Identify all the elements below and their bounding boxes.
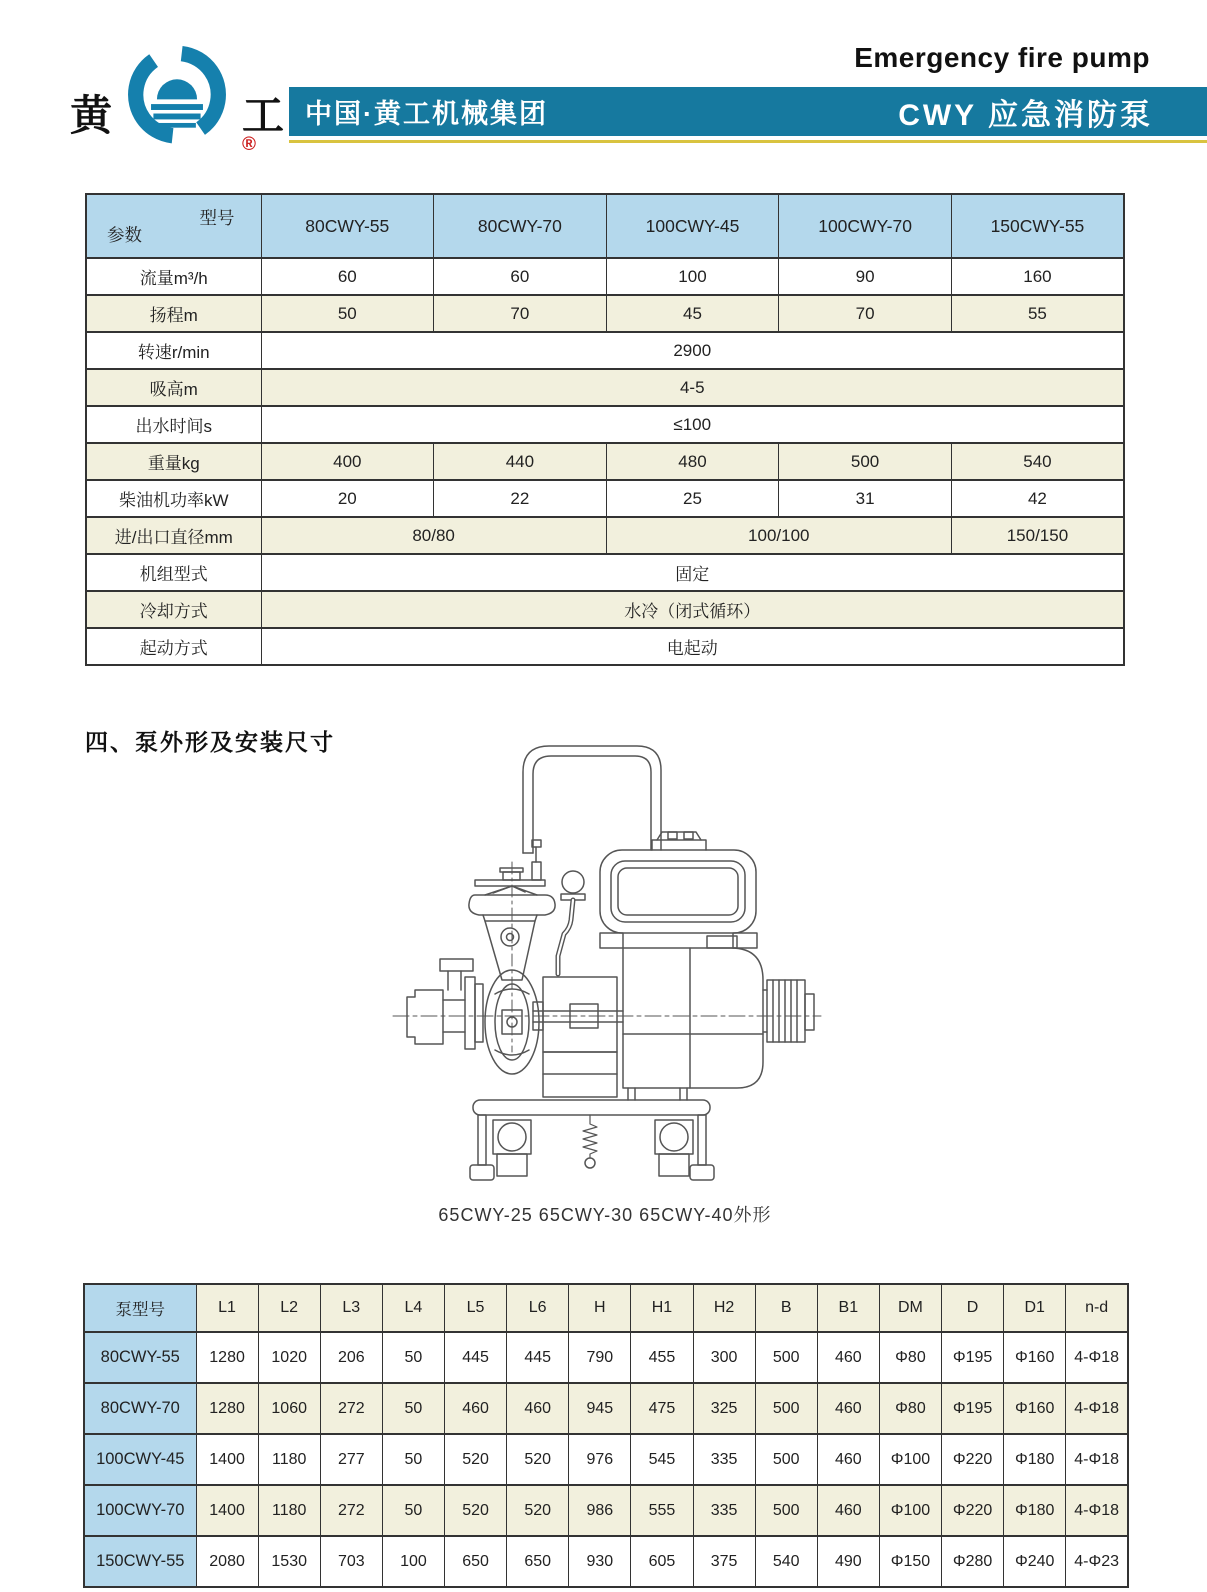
dim-value-cell: Φ240	[1004, 1536, 1066, 1587]
engine-block	[623, 936, 763, 1100]
section-title: 四、泵外形及安装尺寸	[85, 729, 335, 755]
dim-value-cell: 976	[569, 1434, 631, 1485]
dim-value-cell: 50	[382, 1485, 444, 1536]
page-title-cn: CWY 应急消防泵	[898, 98, 1153, 132]
spec-row	[86, 591, 1124, 628]
dim-column-header: B	[755, 1284, 817, 1332]
spec-row	[86, 517, 1124, 554]
spec-row	[86, 295, 1124, 332]
logo-char-left: 黄	[70, 92, 113, 139]
spec-value-cell: 70	[434, 295, 607, 332]
logo-char-right: 工	[242, 92, 285, 139]
dim-value-cell: Φ195	[942, 1332, 1004, 1383]
spec-row-label: 扬程m	[86, 295, 261, 332]
dim-value-cell: 703	[320, 1536, 382, 1587]
dim-value-cell: 335	[693, 1485, 755, 1536]
dim-column-header: L6	[507, 1284, 569, 1332]
dim-column-header: B1	[817, 1284, 879, 1332]
spec-row	[86, 369, 1124, 406]
dim-value-cell: 4-Φ18	[1066, 1383, 1128, 1434]
dim-value-cell: 540	[755, 1536, 817, 1587]
spec-row	[86, 406, 1124, 443]
dim-value-cell: 4-Φ18	[1066, 1485, 1128, 1536]
spec-value-cell: 50	[261, 295, 434, 332]
spec-value-cell: 90	[779, 258, 952, 295]
spec-value-cell: 100	[606, 258, 779, 295]
dim-value-cell: 500	[755, 1485, 817, 1536]
spec-value-cell: 42	[951, 480, 1124, 517]
dim-column-header: D1	[1004, 1284, 1066, 1332]
spec-value-cell: 60	[261, 258, 434, 295]
pump-model-cell: 80CWY-70	[84, 1383, 196, 1434]
handle	[523, 746, 661, 853]
corner-label-param: 参数	[107, 225, 142, 245]
spec-table	[85, 193, 1125, 666]
pump-model-cell: 150CWY-55	[84, 1536, 196, 1587]
dim-column-header: 泵型号	[84, 1284, 196, 1332]
dim-value-cell: 945	[569, 1383, 631, 1434]
dim-value-cell: 300	[693, 1332, 755, 1383]
dim-value-cell: 1400	[196, 1434, 258, 1485]
dim-value-cell: 520	[507, 1485, 569, 1536]
spec-row-label: 吸高m	[86, 369, 261, 406]
dim-value-cell: 1020	[258, 1332, 320, 1383]
dim-value-cell: 2080	[196, 1536, 258, 1587]
spec-row-label: 进/出口直径mm	[86, 517, 261, 554]
spec-value-cell: 500	[779, 443, 952, 480]
dim-value-cell: 500	[755, 1383, 817, 1434]
dim-value-cell: 277	[320, 1434, 382, 1485]
dim-value-cell: 475	[631, 1383, 693, 1434]
dim-value-cell: 1060	[258, 1383, 320, 1434]
dim-value-cell: 4-Φ18	[1066, 1434, 1128, 1485]
dim-value-cell: 375	[693, 1536, 755, 1587]
dim-header-row	[84, 1284, 1128, 1332]
spec-value-cell: 2900	[261, 332, 1124, 369]
dim-value-cell: 1400	[196, 1485, 258, 1536]
dim-value-cell: 555	[631, 1485, 693, 1536]
spec-row	[86, 443, 1124, 480]
dim-value-cell: 460	[817, 1485, 879, 1536]
spec-value-cell: 电起动	[261, 628, 1124, 665]
dim-column-header: H2	[693, 1284, 755, 1332]
dim-value-cell: Φ100	[879, 1485, 941, 1536]
dim-value-cell: Φ220	[942, 1485, 1004, 1536]
dim-value-cell: 650	[507, 1536, 569, 1587]
dim-value-cell: 1180	[258, 1434, 320, 1485]
brand-ring-icon	[118, 38, 236, 156]
spec-row-label: 冷却方式	[86, 591, 261, 628]
header-banner	[289, 87, 1207, 136]
spec-row-label: 起动方式	[86, 628, 261, 665]
dim-value-cell: Φ180	[1004, 1485, 1066, 1536]
spec-value-cell: 480	[606, 443, 779, 480]
model-column-header: 100CWY-70	[779, 194, 952, 258]
dim-value-cell: 500	[755, 1434, 817, 1485]
corner-label-model: 型号	[199, 208, 235, 228]
dim-value-cell: 545	[631, 1434, 693, 1485]
dim-row	[84, 1485, 1128, 1536]
dim-value-cell: Φ80	[879, 1332, 941, 1383]
dim-value-cell: 460	[817, 1332, 879, 1383]
spec-value-cell: 440	[434, 443, 607, 480]
model-column-header: 150CWY-55	[951, 194, 1124, 258]
dim-value-cell: Φ180	[1004, 1434, 1066, 1485]
dim-column-header: H	[569, 1284, 631, 1332]
dim-value-cell: 460	[817, 1383, 879, 1434]
pump-model-cell: 100CWY-45	[84, 1434, 196, 1485]
dim-value-cell: 490	[817, 1536, 879, 1587]
dim-row	[84, 1332, 1128, 1383]
dim-column-header: L4	[382, 1284, 444, 1332]
spec-row-label: 流量m³/h	[86, 258, 261, 295]
spec-value-cell: 540	[951, 443, 1124, 480]
dim-value-cell: Φ160	[1004, 1383, 1066, 1434]
dim-row	[84, 1434, 1128, 1485]
dim-value-cell: 460	[507, 1383, 569, 1434]
dim-row	[84, 1536, 1128, 1587]
pump-model-cell: 80CWY-55	[84, 1332, 196, 1383]
spec-value-cell: 25	[606, 480, 779, 517]
spec-row-label: 柴油机功率kW	[86, 480, 261, 517]
dim-value-cell: 206	[320, 1332, 382, 1383]
dim-column-header: L1	[196, 1284, 258, 1332]
spec-row	[86, 554, 1124, 591]
spec-value-cell: 4-5	[261, 369, 1124, 406]
dim-column-header: L5	[445, 1284, 507, 1332]
spec-value-cell: 31	[779, 480, 952, 517]
spec-value-cell: 80/80	[261, 517, 606, 554]
dim-value-cell: 455	[631, 1332, 693, 1383]
spec-value-cell: 160	[951, 258, 1124, 295]
dim-value-cell: 605	[631, 1536, 693, 1587]
spec-value-cell: 150/150	[951, 517, 1124, 554]
spec-value-cell: ≤100	[261, 406, 1124, 443]
dim-value-cell: 930	[569, 1536, 631, 1587]
spec-value-cell: 22	[434, 480, 607, 517]
model-column-header: 80CWY-70	[434, 194, 607, 258]
priming-pump	[440, 959, 473, 990]
drawing-caption: 65CWY-25 65CWY-30 65CWY-40外形	[438, 1205, 772, 1225]
control-lever	[558, 871, 585, 974]
dim-value-cell: 1530	[258, 1536, 320, 1587]
dim-column-header: D	[942, 1284, 1004, 1332]
spec-row-label: 出水时间s	[86, 406, 261, 443]
company-name: 中国·黄工机械集团	[305, 99, 548, 129]
spec-row	[86, 480, 1124, 517]
model-column-header: 80CWY-55	[261, 194, 434, 258]
dim-column-header: H1	[631, 1284, 693, 1332]
spec-value-cell: 20	[261, 480, 434, 517]
dimensions-table	[83, 1283, 1129, 1588]
company-logo	[70, 38, 284, 156]
dim-value-cell: 520	[445, 1485, 507, 1536]
dim-column-header: L3	[320, 1284, 382, 1332]
model-column-header: 100CWY-45	[606, 194, 779, 258]
dim-value-cell: Φ160	[1004, 1332, 1066, 1383]
spec-value-cell: 固定	[261, 554, 1124, 591]
page-title-en: Emergency fire pump	[854, 42, 1150, 73]
dim-value-cell: 790	[569, 1332, 631, 1383]
dim-value-cell: Φ80	[879, 1383, 941, 1434]
spec-row	[86, 258, 1124, 295]
dim-value-cell: Φ280	[942, 1536, 1004, 1587]
suction-flange	[407, 977, 483, 1049]
dim-value-cell: 4-Φ18	[1066, 1332, 1128, 1383]
pump-technical-drawing	[385, 722, 825, 1192]
dim-value-cell: Φ100	[879, 1434, 941, 1485]
dim-value-cell: 50	[382, 1383, 444, 1434]
bearing-housing	[533, 977, 623, 1097]
coupling	[763, 980, 814, 1042]
spec-row	[86, 628, 1124, 665]
registered-mark: ®	[242, 134, 256, 155]
spec-row-label: 重量kg	[86, 443, 261, 480]
dim-value-cell: 986	[569, 1485, 631, 1536]
dim-row	[84, 1383, 1128, 1434]
dim-value-cell: 520	[507, 1434, 569, 1485]
dim-value-cell: 100	[382, 1536, 444, 1587]
spec-row-label: 转速r/min	[86, 332, 261, 369]
spec-value-cell: 水冷（闭式循环）	[261, 591, 1124, 628]
spec-value-cell: 55	[951, 295, 1124, 332]
spec-value-cell: 45	[606, 295, 779, 332]
dim-column-header: DM	[879, 1284, 941, 1332]
spec-value-cell: 60	[434, 258, 607, 295]
spec-value-cell: 70	[779, 295, 952, 332]
dim-value-cell: 500	[755, 1332, 817, 1383]
dim-value-cell: 335	[693, 1434, 755, 1485]
dim-value-cell: 460	[817, 1434, 879, 1485]
gold-divider	[289, 140, 1207, 143]
spec-row	[86, 332, 1124, 369]
dim-column-header: n-d	[1066, 1284, 1128, 1332]
dim-value-cell: 1180	[258, 1485, 320, 1536]
dim-value-cell: Φ150	[879, 1536, 941, 1587]
dim-value-cell: 445	[507, 1332, 569, 1383]
dim-value-cell: 4-Φ23	[1066, 1536, 1128, 1587]
dim-value-cell: 445	[445, 1332, 507, 1383]
dim-value-cell: 460	[445, 1383, 507, 1434]
dim-value-cell: 50	[382, 1332, 444, 1383]
dim-value-cell: 50	[382, 1434, 444, 1485]
dim-value-cell: Φ220	[942, 1434, 1004, 1485]
dim-value-cell: 272	[320, 1383, 382, 1434]
spec-row-label: 机组型式	[86, 554, 261, 591]
dim-value-cell: Φ195	[942, 1383, 1004, 1434]
spec-value-cell: 100/100	[606, 517, 951, 554]
base-frame	[470, 1100, 714, 1180]
dim-value-cell: 520	[445, 1434, 507, 1485]
fuel-tank	[600, 832, 757, 948]
dim-column-header: L2	[258, 1284, 320, 1332]
dim-value-cell: 272	[320, 1485, 382, 1536]
dim-value-cell: 325	[693, 1383, 755, 1434]
spec-table-corner	[86, 194, 261, 258]
dim-value-cell: 1280	[196, 1383, 258, 1434]
dim-value-cell: 650	[445, 1536, 507, 1587]
dim-value-cell: 1280	[196, 1332, 258, 1383]
pump-model-cell: 100CWY-70	[84, 1485, 196, 1536]
spec-value-cell: 400	[261, 443, 434, 480]
